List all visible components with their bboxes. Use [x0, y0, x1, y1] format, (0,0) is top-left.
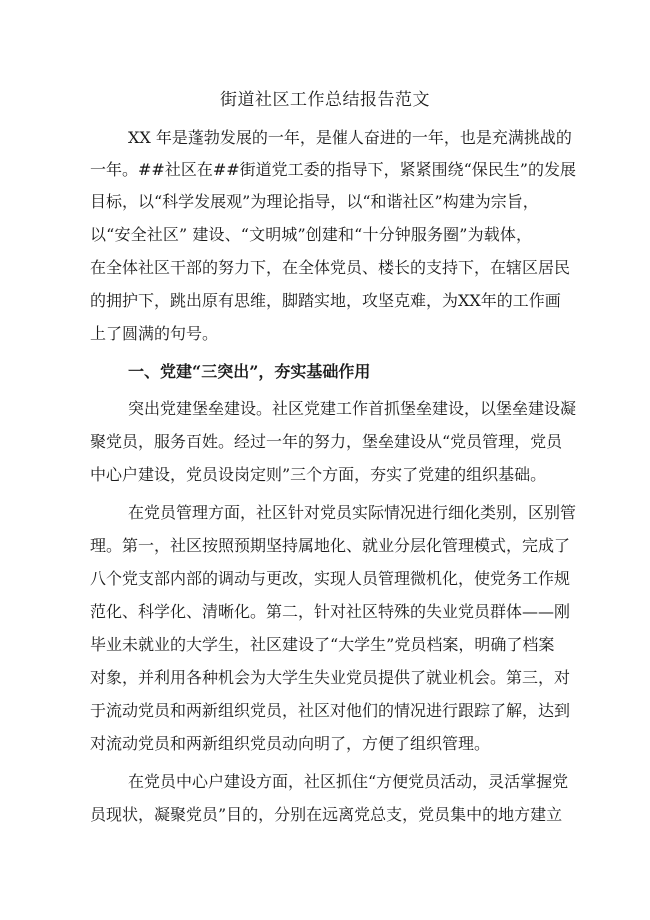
paragraph-line: 在全体社区干部的努力下，在全体党员、楼长的支持下，在辖区居民: [90, 258, 571, 277]
paragraph-line: 中心户建设，党员设岗定则”三个方面，夯实了党建的组织基础。: [90, 465, 547, 484]
paragraph-line: 毕业未就业的大学生，社区建设了“大学生”党员档案，明确了档案: [90, 635, 555, 654]
paragraph-line: 在党员中心户建设方面，社区抓住“方便党员活动，灵活掌握党: [128, 772, 569, 791]
paragraph-line: 的拥护下，跳出原有思维，脚踏实地，攻坚克难，为XX年的工作画: [90, 291, 561, 310]
paragraph-line: 八个党支部内部的调动与更改，实现人员管理微机化，使党务工作规: [90, 569, 571, 588]
paragraph-line: 聚党员，服务百姓。经过一年的努力，堡垒建设从“党员管理，党员: [90, 432, 563, 451]
paragraph-line: 在党员管理方面，社区针对党员实际情况进行细化类别，区别管: [128, 503, 577, 522]
paragraph-line: 上了圆满的句号。: [90, 324, 219, 343]
paragraph-line: 对象，并利用各种机会为大学生失业党员提供了就业机会。第三，对: [90, 668, 571, 687]
paragraph-line: 对流动党员和两新组织党员动向明了，方便了组织管理。: [90, 734, 491, 753]
document-title: 街道社区工作总结报告范文: [220, 90, 430, 110]
paragraph-line: 突出党建堡垒建设。社区党建工作首抓堡垒建设，以堡垒建设凝: [128, 399, 577, 418]
paragraph-line: 于流动党员和两新组织党员，社区对他们的情况进行跟踪了解，达到: [90, 701, 571, 720]
paragraph-line: XX 年是蓬勃发展的一年，是催人奋进的一年，也是充满挑战的: [128, 128, 572, 147]
section-heading: 一、党建“三突出”，夯实基础作用: [128, 362, 371, 381]
paragraph-line: 理。第一，社区按照预期坚持属地化、就业分层化管理模式，完成了: [90, 536, 571, 555]
paragraph-line: 目标，以“科学发展观”为理论指导，以“和谐社区”构建为宗旨，: [90, 192, 539, 211]
paragraph-line: 一年。##社区在##街道党工委的指导下，紧紧围绕“保民生”的发展: [90, 160, 576, 179]
paragraph-line: 员现状，凝聚党员”目的，分别在远离党总支，党员集中的地方建立: [90, 805, 563, 824]
paragraph-line: 范化、科学化、清晰化。第二，针对社区特殊的失业党员群体——刚: [90, 602, 571, 621]
paragraph-line: 以“安全社区” 建设、“文明城”创建和“十分钟服务圈”为载体，: [90, 225, 532, 244]
